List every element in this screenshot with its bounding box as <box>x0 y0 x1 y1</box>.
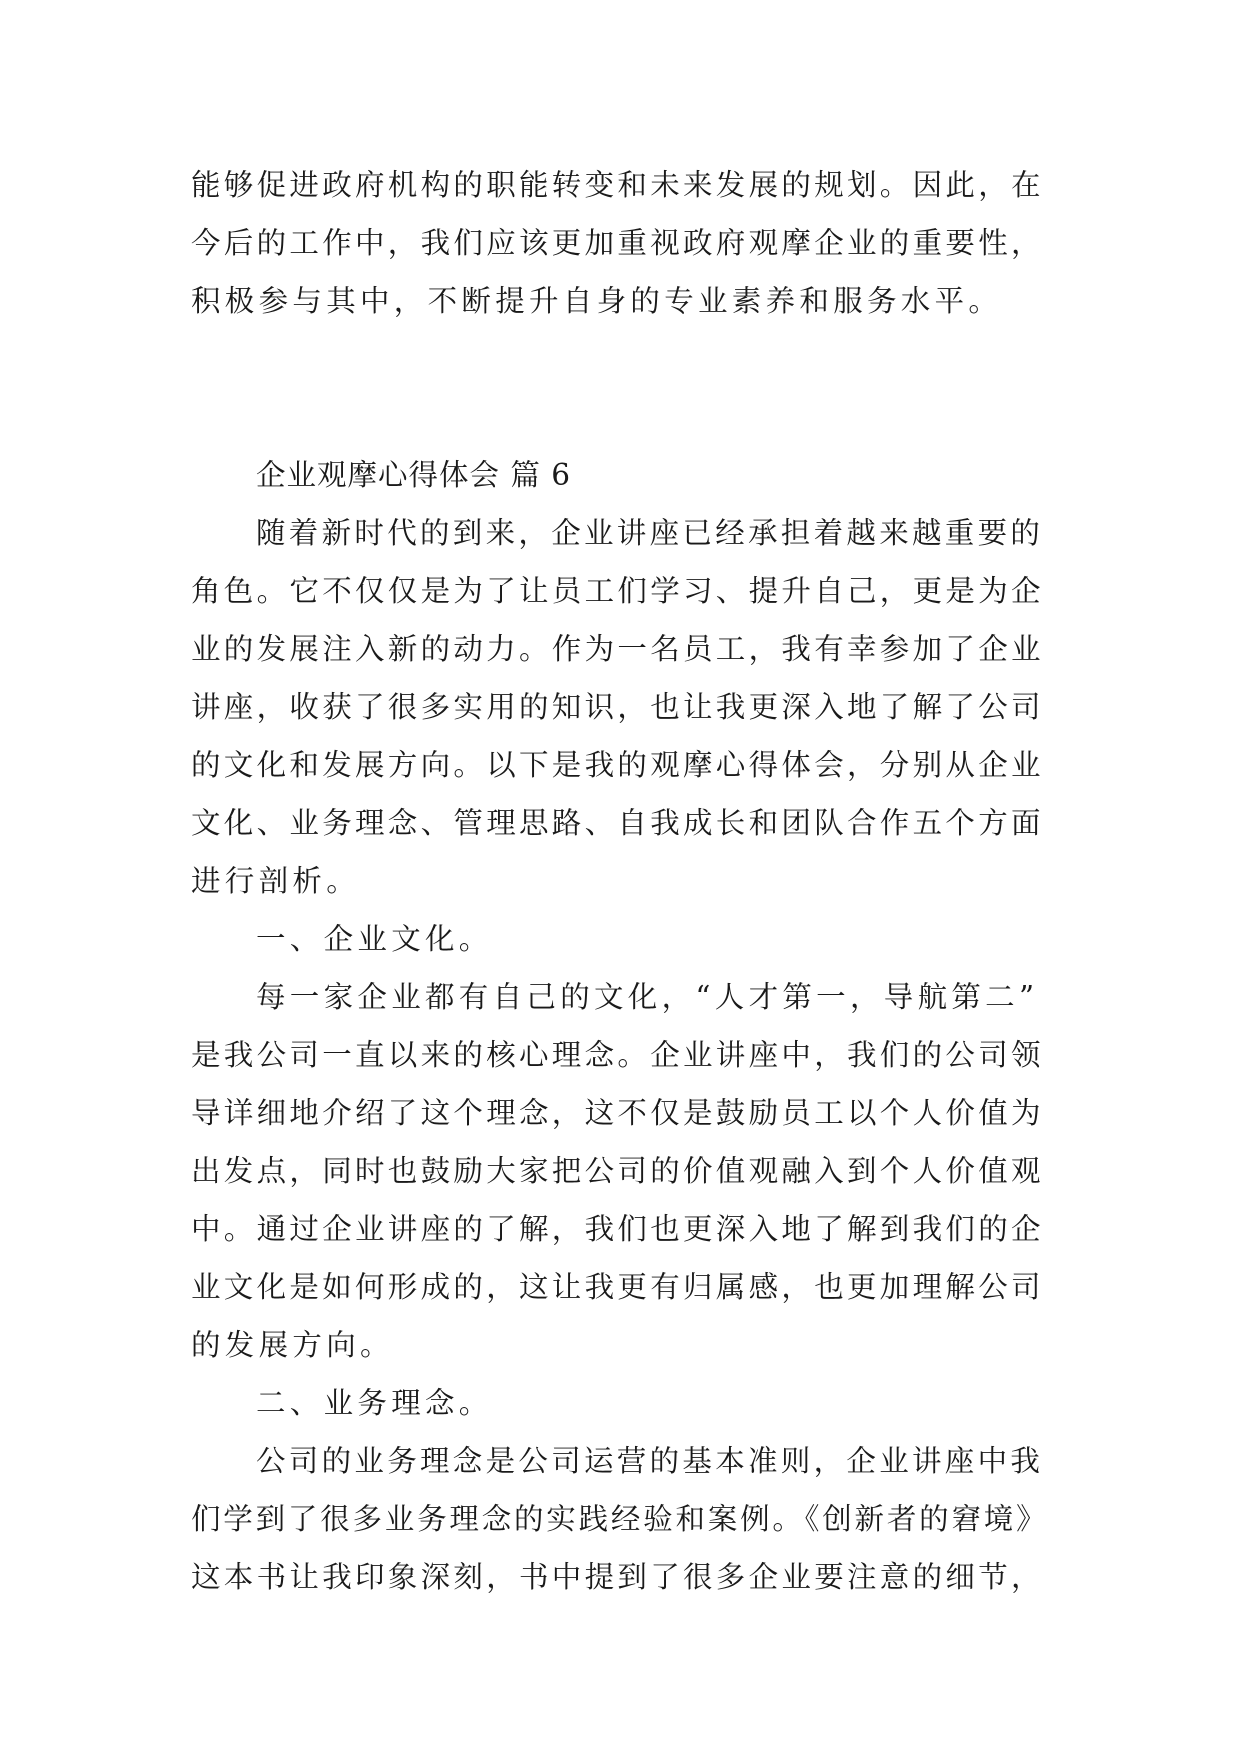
paragraph-line: 业文化是如何形成的，这让我更有归属感，也更加理解公司 <box>191 1270 1044 1304</box>
paragraph-line: 的发展方向。 <box>191 1328 394 1362</box>
document-body <box>191 156 1051 1606</box>
paragraph-line: 文化、业务理念、管理思路、自我成长和团队合作五个方面 <box>191 806 1044 840</box>
paragraph-line: 每一家企业都有自己的文化，“人才第一，导航第二” <box>256 980 1039 1014</box>
section-heading: 企业观摩心得体会 篇 6 <box>256 458 572 492</box>
paragraph-line: 中。通过企业讲座的了解，我们也更深入地了解到我们的企 <box>191 1212 1044 1246</box>
paragraph-line: 随着新时代的到来，企业讲座已经承担着越来越重要的 <box>256 516 1044 550</box>
text-line: 积极参与其中，不断提升自身的专业素养和服务水平。 <box>191 284 1003 318</box>
text-line: 能够促进政府机构的职能转变和未来发展的规划。因此，在 <box>191 168 1044 202</box>
text-line: 今后的工作中，我们应该更加重视政府观摩企业的重要性， <box>191 226 1044 260</box>
paragraph-line: 们学到了很多业务理念的实践经验和案例。《创新者的窘境》 <box>191 1502 1049 1536</box>
paragraph-line: 公司的业务理念是公司运营的基本准则，企业讲座中我 <box>256 1444 1044 1478</box>
paragraph-line: 的文化和发展方向。以下是我的观摩心得体会，分别从企业 <box>191 748 1044 782</box>
subheading-line: 一、企业文化。 <box>256 922 493 956</box>
paragraph-line: 是我公司一直以来的核心理念。企业讲座中，我们的公司领 <box>191 1038 1044 1072</box>
paragraph-line: 出发点，同时也鼓励大家把公司的价值观融入到个人价值观 <box>191 1154 1044 1188</box>
paragraph-line: 业的发展注入新的动力。作为一名员工，我有幸参加了企业 <box>191 632 1044 666</box>
paragraph-line: 导详细地介绍了这个理念，这不仅是鼓励员工以个人价值为 <box>191 1096 1044 1130</box>
paragraph-line: 这本书让我印象深刻，书中提到了很多企业要注意的细节， <box>191 1560 1044 1594</box>
subheading-line: 二、业务理念。 <box>256 1386 493 1420</box>
paragraph-line: 进行剖析。 <box>191 864 361 898</box>
paragraph-line: 角色。它不仅仅是为了让员工们学习、提升自己，更是为企 <box>191 574 1044 608</box>
paragraph-line: 讲座，收获了很多实用的知识，也让我更深入地了解了公司 <box>191 690 1044 724</box>
